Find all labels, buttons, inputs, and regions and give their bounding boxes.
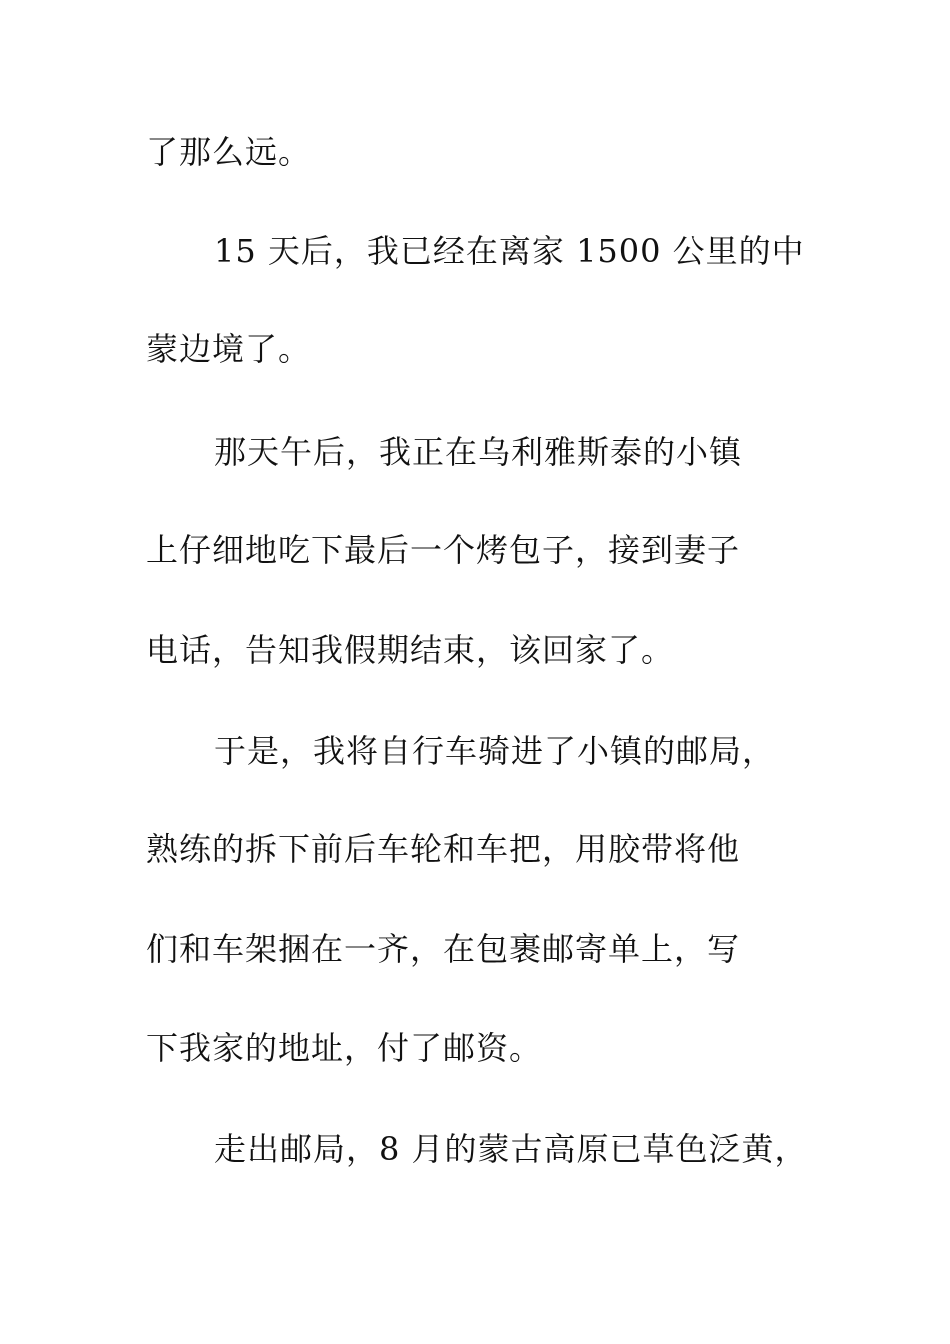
text-line-11: 走出邮局，8 月的蒙古高原已草色泛黄， [214,1130,808,1168]
text-line-9: 们和车架捆在一齐，在包裹邮寄单上，写 [146,930,741,968]
text-line-2: 15 天后，我已经在离家 1500 公里的中 [214,232,805,270]
text-line-10: 下我家的地址，付了邮资。 [146,1029,543,1067]
text-line-8: 熟练的拆下前后车轮和车把，用胶带将他 [146,830,741,868]
text-line-1: 了那么远。 [146,133,312,171]
text-line-3: 蒙边境了。 [146,330,312,368]
text-line-4: 那天午后，我正在乌利雅斯泰的小镇 [214,433,743,471]
text-line-7: 于是，我将自行车骑进了小镇的邮局， [214,732,776,770]
text-line-5: 上仔细地吃下最后一个烤包子，接到妻子 [146,531,741,569]
text-line-6: 电话，告知我假期结束，该回家了。 [146,631,675,669]
